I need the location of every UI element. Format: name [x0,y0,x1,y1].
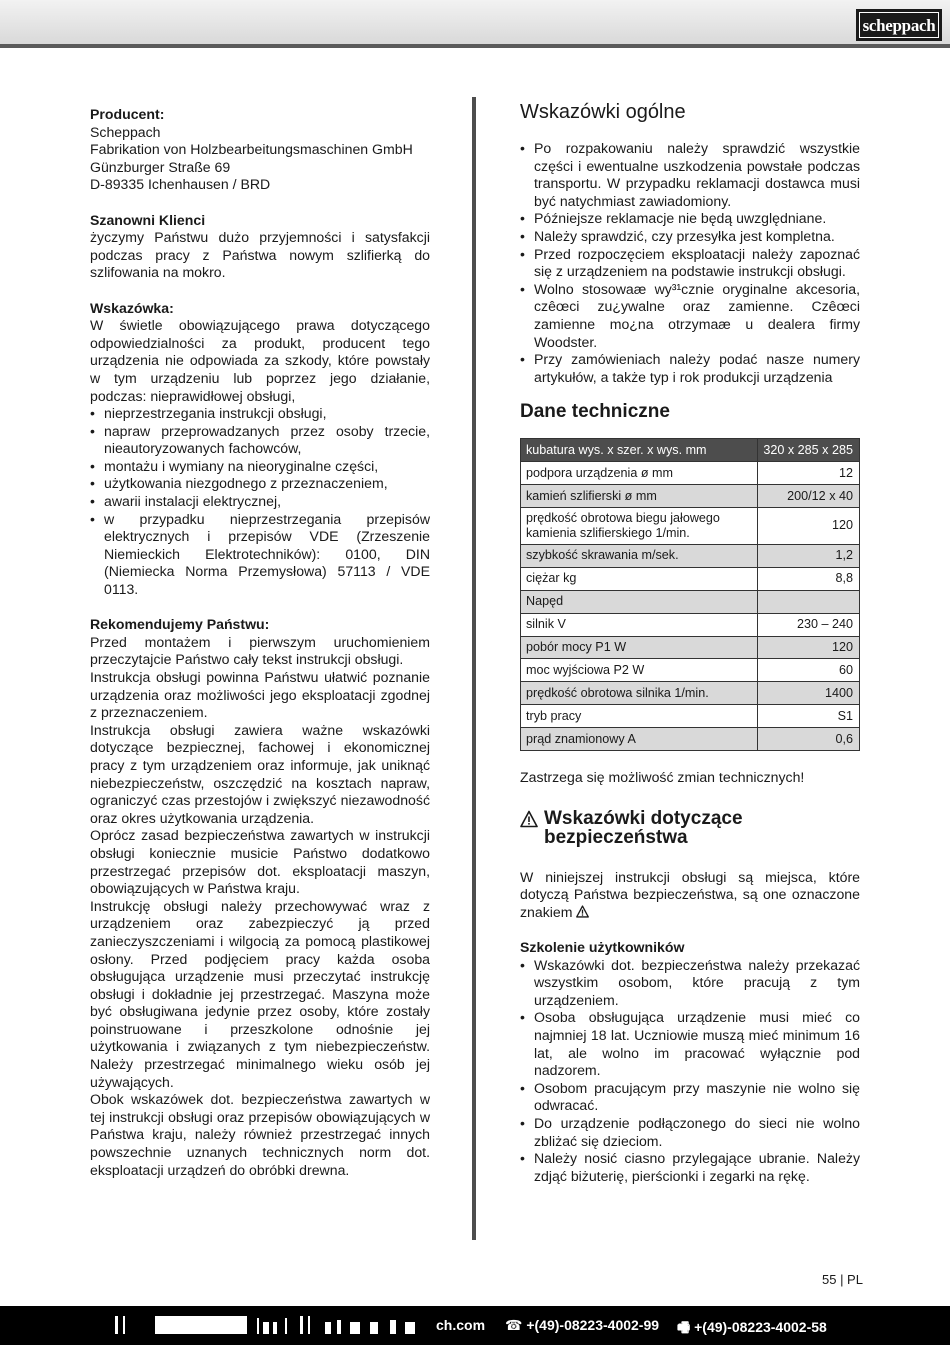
table-row [521,636,860,659]
list-item: • Przy zamówieniach należy podać nasze numery artykułów, a także typ i rok produkcji urządzenia [520,351,860,386]
list-item: • montażu i wymiany na nieoryginalne części, [90,458,430,476]
list-item: • nieprzestrzegania instrukcji obsługi, [90,405,430,423]
table-cell-value: 1400 [758,682,860,705]
producer-block [90,106,430,194]
table-cell-label: prąd znamionowy A [521,728,758,751]
footer-website: ch.com [436,1317,486,1333]
right-column [520,100,860,1185]
producer-line: D-89335 Ichenhausen / BRD [90,176,271,193]
producer-line: Scheppach [90,123,161,140]
greeting-block [90,212,430,282]
table-cell-label: Napęd [521,590,758,613]
table-row [521,613,860,636]
recommend-heading: Rekomendujemy Państwu: [90,616,270,633]
note-text: W świetle obowiązującego prawa dotyczącego odpowiedzialności za produkt, producent tego urządzenia nie odpowiada za szkody, które powstały w tym urządzeniu lub poprzez jego działanie, podczas: nieprawidłowej obsługi, [90,317,430,404]
table-row [521,439,860,462]
table-row [521,462,860,485]
producer-heading: Producent: [90,106,165,122]
table-cell-label: prędkość obrotowa biegu jałowego kamienia szlifierskiego 1/min. [521,507,758,544]
table-cell-label: silnik V [521,613,758,636]
recommend-paragraph: Przed montażem i pierwszym uruchomieniem przeczytajcie Państwo cały tekst instrukcji obsługi. [90,633,430,668]
table-cell-value: 0,6 [758,728,860,751]
producer-line: Fabrikation von Holzbearbeitungsmaschinen GmbH [90,141,413,158]
table-cell-value: 1,2 [758,544,860,567]
footer-bar [0,1306,950,1345]
table-cell-value: 200/12 x 40 [758,485,860,508]
table-cell-value: 8,8 [758,567,860,590]
tech-table [520,438,860,751]
table-cell-value: 230 – 240 [758,613,860,636]
training-heading: Szkolenie użytkowników [520,938,685,955]
list-item: • Do urządzenie podłączonego do sieci nie wolno zbliżać się dzieciom. [520,1115,860,1150]
list-item: • Osoba obsługująca urządzenie musi mieć co najmniej 18 lat. Uczniowie muszą mieć minimum 16 lat, ale wolno im pracować wyłącznie pod nadzorem. [520,1009,860,1079]
footer-graphic-strip [115,1314,445,1336]
table-cell-value: 12 [758,462,860,485]
warning-triangle-icon [520,810,538,828]
list-item: • Wskazówki dot. bezpieczeństwa należy przekazać wszystkim osobom, które pracują z tym urządzeniem. [520,957,860,1010]
list-item: • Po rozpakowaniu należy sprawdzić wszystkie części i ewentualne uszkodzenia powstałe podczas transportu. W przypadku reklamacji dostawca musi być natychmiast zawiadomiony. [520,140,860,210]
recommend-paragraph: Obok wskazówek dot. bezpieczeństwa zawartych w tej instrukcji obsługi oraz przepisów obowiązujących w Państwa kraju, należy również przestrzegać innych powszechnie uznanych technicznych norm dot. eksploatacji urządzeń do obróbki drewna. [90,1091,430,1178]
list-item: • Osobom pracującym przy maszynie nie wolno się odwracać. [520,1080,860,1115]
page-number: 55 | PL [822,1272,863,1287]
list-item: • Należy sprawdzić, czy przesyłka jest kompletna. [520,228,860,246]
recommend-paragraph: Oprócz zasad bezpieczeństwa zawartych w instrukcji obsługi koniecznie musicie Państwo dodatkowo przestrzegać przepisów dot. eksploatacji maszyn, obowiązujących w Państwa kraju. [90,827,430,897]
table-row [521,485,860,508]
training-list [520,957,860,1186]
table-cell-label: kubatura wys. x szer. x wys. mm [521,439,758,462]
table-cell-label: ciężar kg [521,567,758,590]
list-item: • użytkowania niezgodnego z przeznaczeniem, [90,475,430,493]
table-row [521,659,860,682]
general-heading: Wskazówki ogólne [520,101,686,123]
table-row [521,705,860,728]
tech-heading: Dane techniczne [520,401,670,423]
table-cell-label: prędkość obrotowa silnika 1/min. [521,682,758,705]
warning-triangle-icon [576,905,589,918]
table-cell-value: 120 [758,507,860,544]
safety-heading-line1: Wskazówki dotyczące [544,807,743,829]
table-row [521,728,860,751]
table-cell-label: podpora urządzenia ø mm [521,462,758,485]
table-cell-value [758,590,860,613]
note-list [90,405,430,599]
safety-intro-block [520,869,860,922]
table-row [521,544,860,567]
training-block [520,939,860,1185]
list-item: • Wolno stosowaæ wy³¹cznie oryginalne akcesoria, czêœci zu¿ywalne oraz zamienne. Czêœci zamienne mo¿na otrzymaæ u dealera firmy Woodster. [520,281,860,351]
recommend-paragraph: Instrukcja obsługi zawiera ważne wskazówki dotyczące bezpiecznej, fachowej i ekonomicznej pracy z tym urządzeniem oraz informuje, jak uniknąć niebezpieczeństw, oszczędzić na kosztach napraw, ograniczyć czas przestojów i zwiększyć niezawodność oraz okres użytkowania urządzenia. [90,721,430,826]
table-row [521,590,860,613]
list-item: • Przed rozpoczęciem eksploatacji należy zapoznać się z urządzeniem na podstawie instrukcji obsługi. [520,246,860,281]
safety-heading [520,809,860,847]
table-cell-value: 320 x 285 x 285 [758,439,860,462]
footer-fax: 🖷 +(49)-08223-4002-58 [677,1319,827,1335]
producer-line: Günzburger Straße 69 [90,158,231,175]
table-cell-label: pobór mocy P1 W [521,636,758,659]
table-cell-value: S1 [758,705,860,728]
table-row [521,682,860,705]
table-row [521,507,860,544]
list-item: • Należy nosić ciasno przylegające ubranie. Należy zdjąć biżuterię, pierścionki i zegarki na rękę. [520,1150,860,1185]
table-cell-label: tryb pracy [521,705,758,728]
recommend-block [90,616,430,1179]
greeting-heading: Szanowni Klienci [90,211,206,228]
safety-intro: W niniejszej instrukcji obsługi są miejsca, które dotyczą Państwa bezpieczeństwa, są one oznaczone znakiem [520,868,860,920]
tech-note: Zastrzega się możliwość zmian technicznych! [520,769,805,785]
table-cell-value: 60 [758,659,860,682]
list-item: • awarii instalacji elektrycznej, [90,493,430,511]
safety-heading-line2: bezpieczeństwa [544,826,688,848]
header-bar [0,0,950,48]
recommend-paragraph: Instrukcję obsługi należy przechowywać wraz z urządzeniem oraz zabezpieczyć ją przed zanieczyszczeniami i wilgocią za pomocą plastikowej osłony. Przed podjęciem pracy każda osoba obsługująca urządzenie musi przeczytać instrukcję obsługi i dokładnie jej przestrzegać. Maszyna może być obsługiwana jedynie przez osoby, które zostały poinstruowane i przeszkolone odnośnie jej użytkowania i związanych z tym niebezpieczeństw. Należy przestrzegać minimalnego wieku osób jej używających. [90,897,430,1090]
note-heading: Wskazówka: [90,299,174,316]
scheppach-logo: scheppach [856,9,942,41]
table-cell-label: szybkość skrawania m/sek. [521,544,758,567]
recommend-paragraph: Instrukcja obsługi powinna Państwu ułatwić poznanie urządzenia oraz możliwości jego eksploatacji zgodnej z przeznaczeniem. [90,669,430,721]
table-row [521,567,860,590]
table-cell-label: moc wyjściowa P2 W [521,659,758,682]
footer-phone: ☎ +(49)-08223-4002-99 [505,1317,660,1333]
list-item: • Późniejsze reklamacje nie będą uwzględniane. [520,210,860,228]
table-cell-value: 120 [758,636,860,659]
table-cell-label: kamień szlifierski ø mm [521,485,758,508]
greeting-text: życzymy Państwu dużo przyjemności i satysfakcji podczas pracy z Państwa nowym szlifierką do szlifowania na mokro. [90,229,430,281]
list-item: • w przypadku nieprzestrzegania przepisów elektrycznych i przepisów VDE (Zrzeszenie Niemieckich Elektrotechników): 0100, DIN (Niemiecka Norma Przemysłowa) 57113 / VDE 0113. [90,511,430,599]
column-divider [472,97,476,1240]
left-column [90,106,430,1179]
general-list [520,140,860,386]
list-item: • napraw przeprowadzanych przez osoby trzecie, nieautoryzowanych fachowców, [90,423,430,458]
note-block [90,300,430,599]
